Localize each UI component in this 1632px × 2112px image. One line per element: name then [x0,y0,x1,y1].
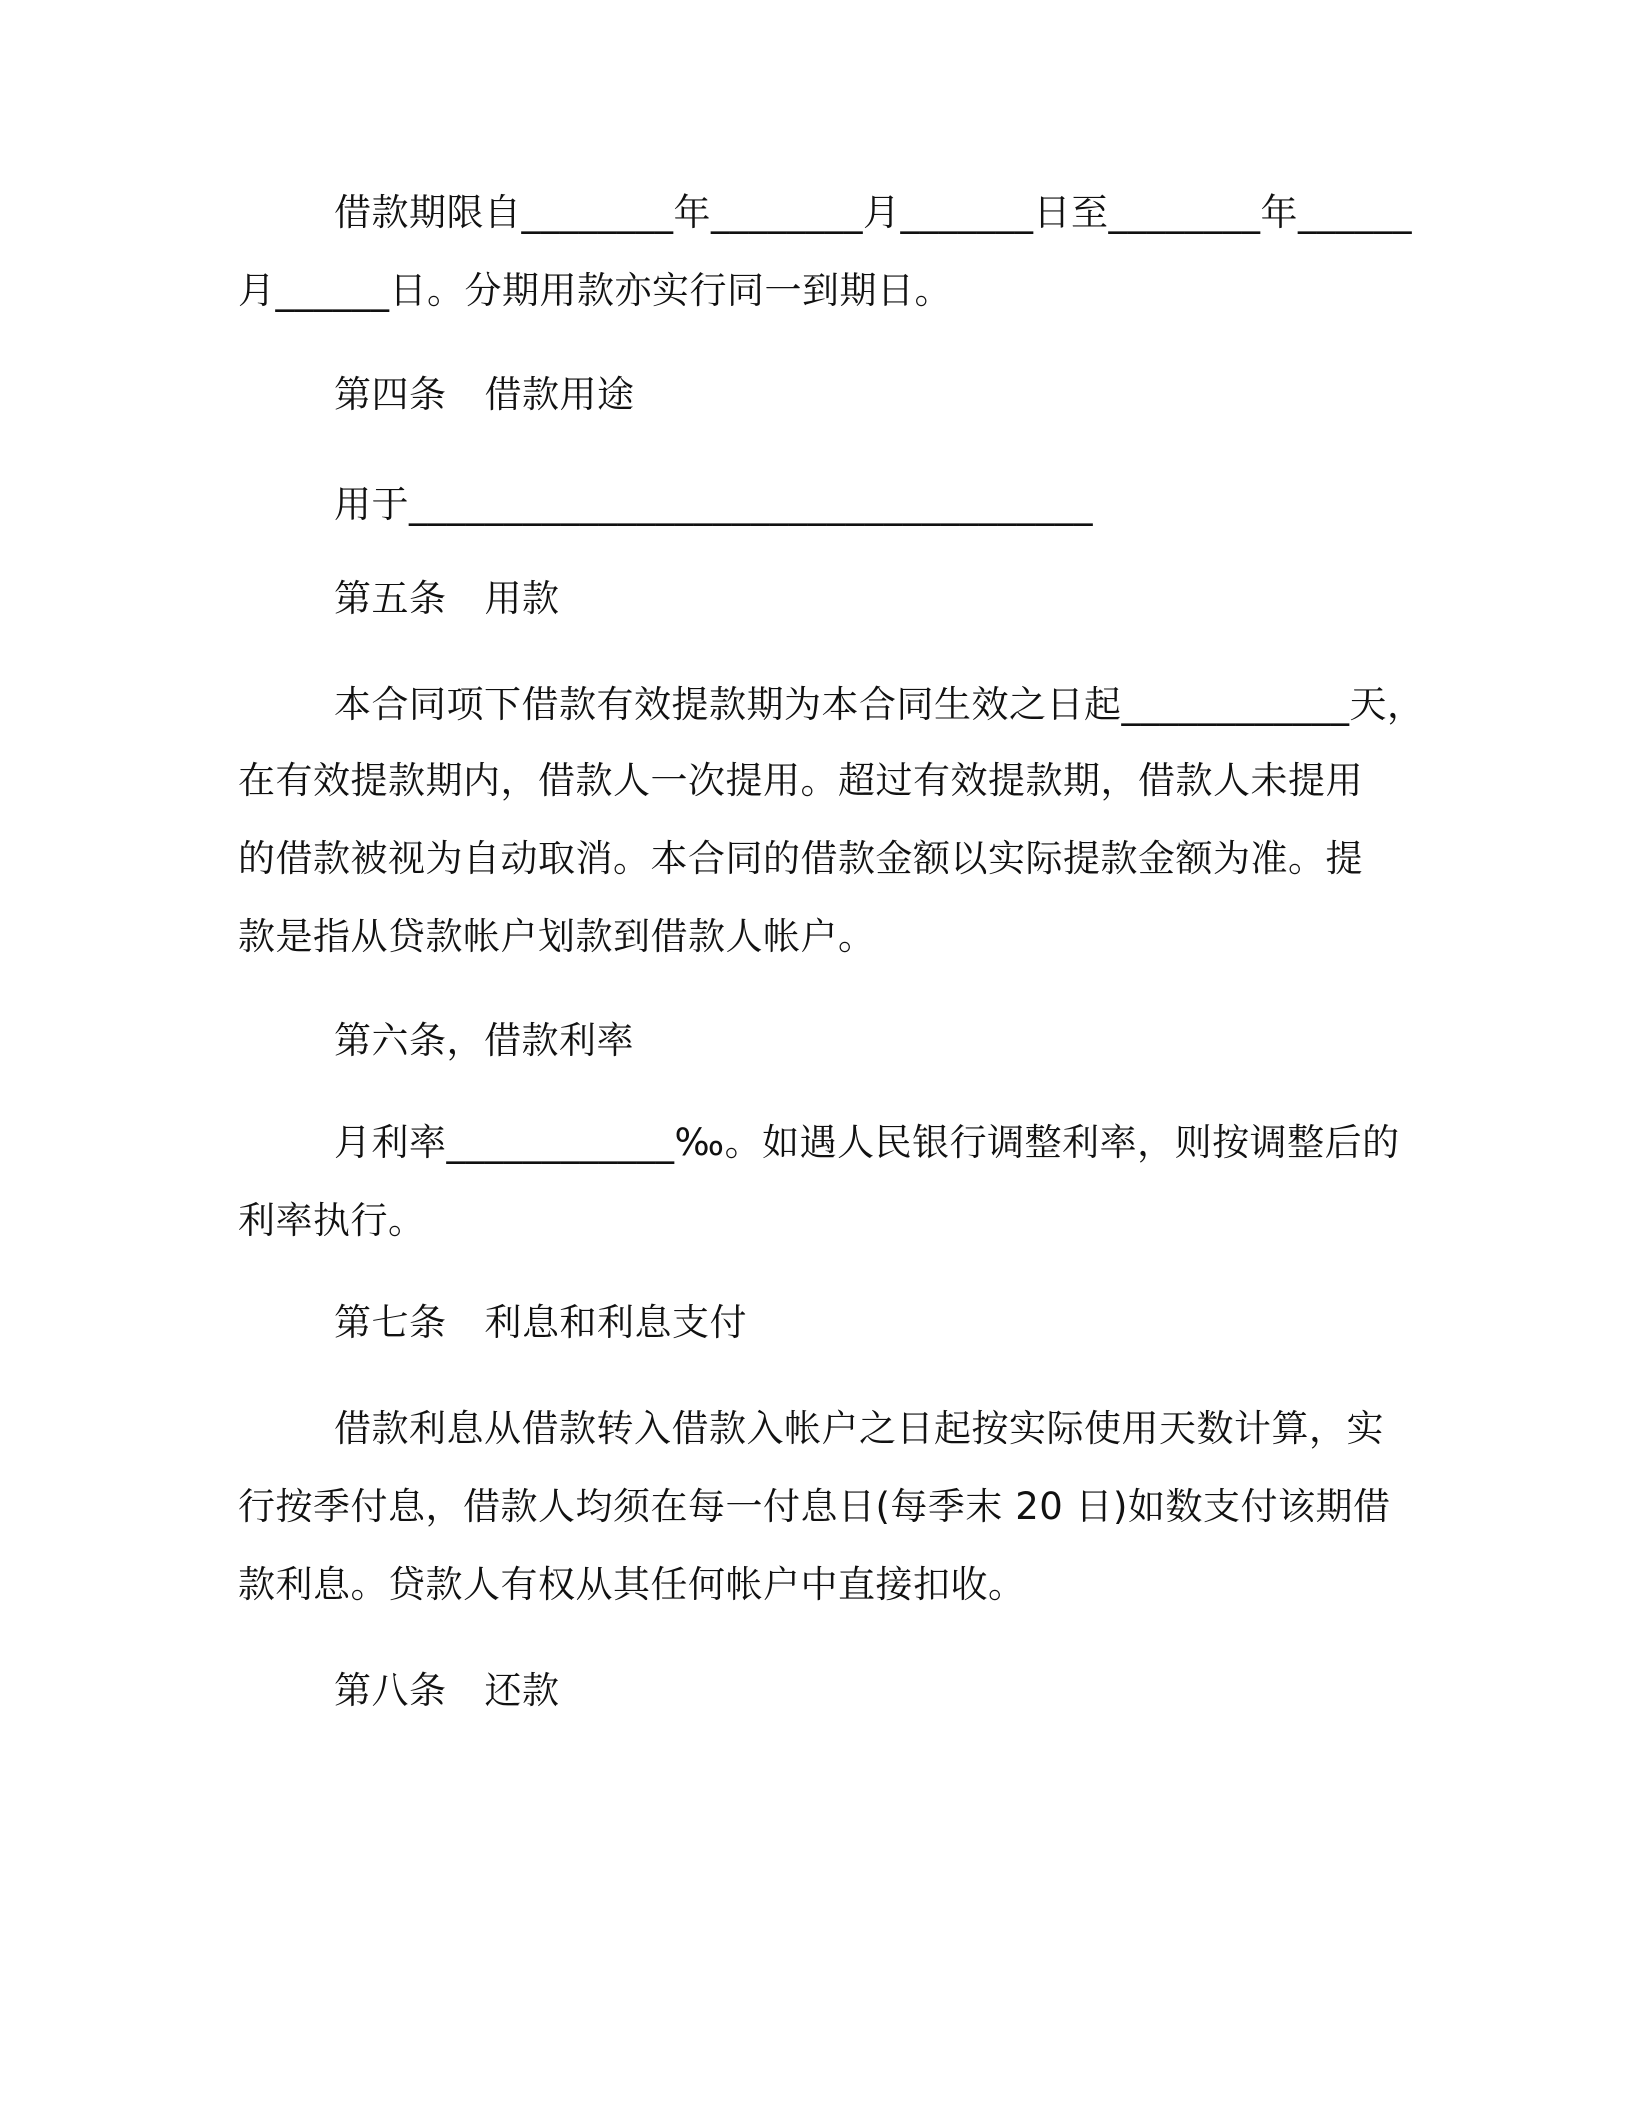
article-5-title: 用款 [484,577,560,620]
interest-payment-line-1: 借款利息从借款转入借款入帐户之日起按实际使用天数计算，实 [334,1407,1384,1450]
interest-payment-line-2: 行按季付息，借款人均须在每一付息日(每季末 20 日)如数支付该期借 [238,1485,1391,1528]
article-7-heading [334,1298,1394,1348]
article-5-number: 第五条 [334,577,447,620]
interest-rate-line-2: 利率执行。 [238,1199,426,1242]
article-4-number: 第四条 [334,373,447,416]
drawdown-line-2: 在有效提款期内，借款人一次提用。超过有效提款期，借款人未提用 [238,759,1363,802]
drawdown-line-3: 的借款被视为自动取消。本合同的借款金额以实际提款金额为准。提 [238,837,1363,880]
loan-term-line-1: 借款期限自________年________月_______日至________年______ [334,191,1412,234]
interest-payment-line-3: 款利息。贷款人有权从其任何帐户中直接扣收。 [238,1563,1026,1606]
article-6-heading: 第六条，借款利率 [334,1019,634,1062]
article-8-heading [334,1666,1394,1716]
drawdown-line-1: 本合同项下借款有效提款期为本合同生效之日起____________天， [334,683,1425,726]
loan-term-line-2: 月______日。分期用款亦实行同一到期日。 [238,269,952,312]
article-7-number: 第七条 [334,1301,447,1344]
drawdown-line-4: 款是指从贷款帐户划款到借款人帐户。 [238,915,876,958]
purpose-line: 用于____________________________________ [334,483,1093,526]
article-8-title: 还款 [484,1669,560,1712]
article-8-number: 第八条 [334,1669,447,1712]
interest-rate-line-1: 月利率____________‰。如遇人民银行调整利率，则按调整后的 [334,1121,1400,1164]
article-7-title: 利息和利息支付 [484,1301,747,1344]
article-5-heading [334,574,1394,624]
article-4-heading [334,370,1394,420]
article-4-title: 借款用途 [484,373,635,416]
